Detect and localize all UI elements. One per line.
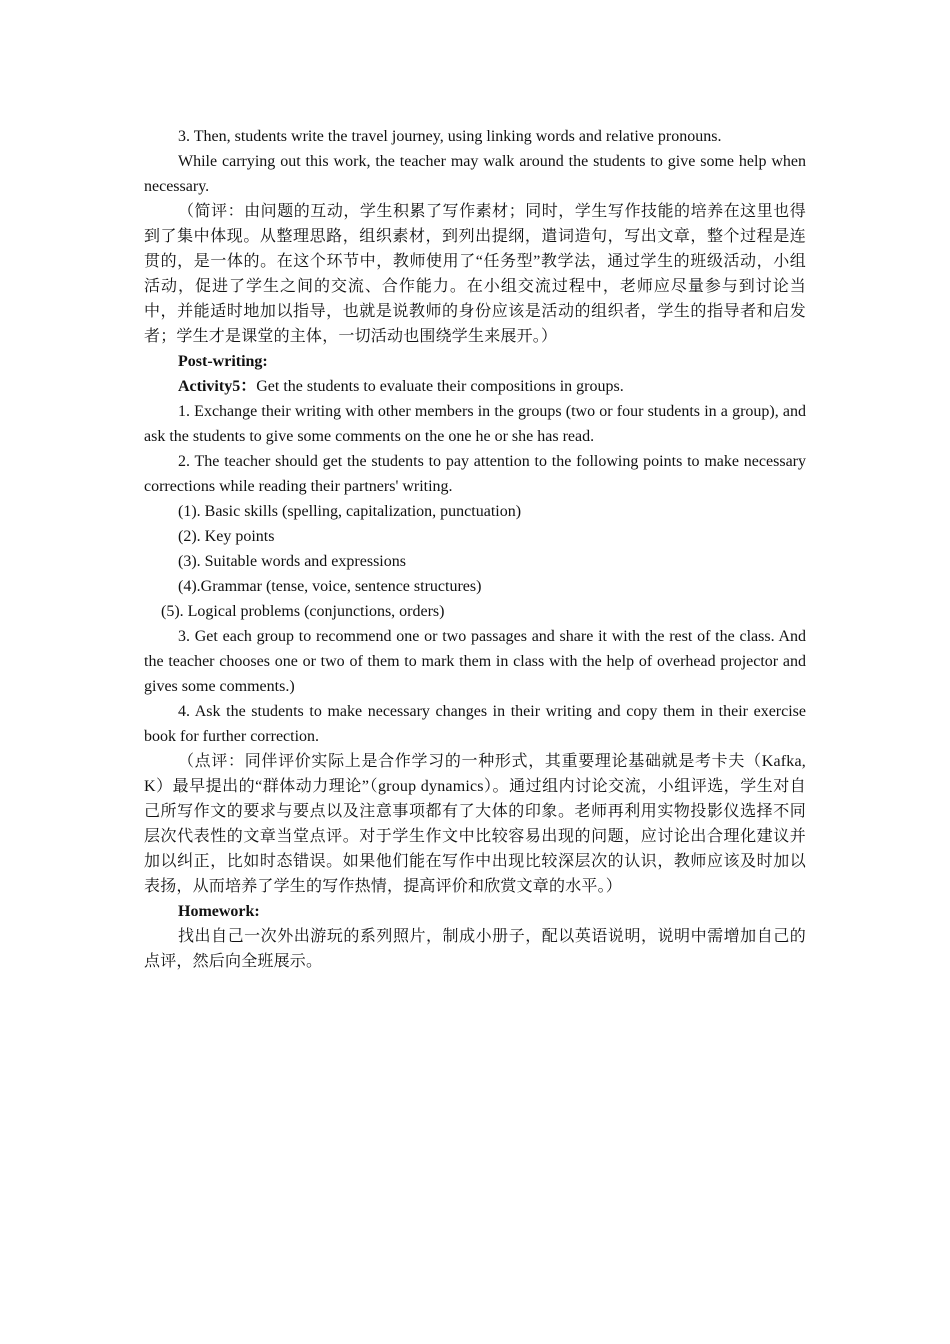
paragraph-exchange-writing: 1. Exchange their writing with other members in the groups (two or four students in a group), and ask the students to give some comments on the one he or she has read. — [144, 403, 806, 445]
list-item-grammar: (4).Grammar (tense, voice, sentence structures) — [178, 578, 482, 595]
heading-homework: Homework: — [178, 903, 260, 920]
paragraph-brief-comment: （简评：由问题的互动，学生积累了写作素材；同时，学生写作技能的培养在这里也得到了集中体现。从整理思路，组织素材，到列出提纲，遣词造句，写出文章，整个过程是连贯的，是一体的。在这个环节中，教师使用了“任务型”教学法，通过学生的班级活动，小组活动，促进了学生之间的交流、合作能力。在小组交流过程中，老师应尽量参与到讨论当中，并能适时地加以指导，也就是说教师的身份应该是活动的组织者，学生的指导者和启发者；学生才是课堂的主体，一切活动也围绕学生来展开。） — [144, 203, 806, 345]
paragraph-correction-points: 2. The teacher should get the students to pay attention to the following points to make necessary corrections while reading their partners' writing. — [144, 453, 806, 495]
list-item-words-expressions: (3). Suitable words and expressions — [178, 553, 406, 570]
activity5-text: Get the students to evaluate their compositions in groups. — [256, 378, 624, 395]
list-item-basic-skills: (1). Basic skills (spelling, capitalization, punctuation) — [178, 503, 522, 520]
paragraph-make-changes: 4. Ask the students to make necessary changes in their writing and copy them in their exercise book for further correction. — [144, 703, 806, 745]
paragraph-step-3: 3. Then, students write the travel journey, using linking words and relative pronouns. — [178, 128, 722, 145]
list-item-key-points: (2). Key points — [178, 528, 275, 545]
paragraph-activity5 — [144, 374, 806, 399]
list-item-logical-problems: (5). Logical problems (conjunctions, orders) — [161, 603, 445, 620]
paragraph-homework-task: 找出自己一次外出游玩的系列照片，制成小册子，配以英语说明，说明中需增加自己的点评，然后向全班展示。 — [144, 928, 806, 970]
paragraph-recommend-passages: 3. Get each group to recommend one or two passages and share it with the rest of the class. And the teacher chooses one or two of them to mark them in class with the help of overhead projector and gives some comments.) — [144, 628, 806, 695]
document-page — [144, 124, 806, 974]
paragraph-teacher-help: While carrying out this work, the teacher may walk around the students to give some help when necessary. — [144, 153, 806, 195]
paragraph-peer-review-comment: （点评：同伴评价实际上是合作学习的一种形式，其重要理论基础就是考卡夫（Kafka, K）最早提出的“群体动力理论”（group dynamics）。通过组内讨论交流，小组评选，学生对自己所写作文的要求与要点以及注意事项都有了大体的印象。老师再利用实物投影仪选择不同层次代表性的文章当堂点评。对于学生作文中比较容易出现的问题，应讨论出合理化建议并加以纠正，比如时态错误。如果他们能在写作中出现比较深层次的认识，教师应该及时加以表扬，从而培养了学生的写作热情，提高评价和欣赏文章的水平。） — [144, 753, 806, 895]
activity5-label: Activity5： — [178, 378, 257, 395]
heading-post-writing: Post-writing: — [178, 353, 268, 370]
